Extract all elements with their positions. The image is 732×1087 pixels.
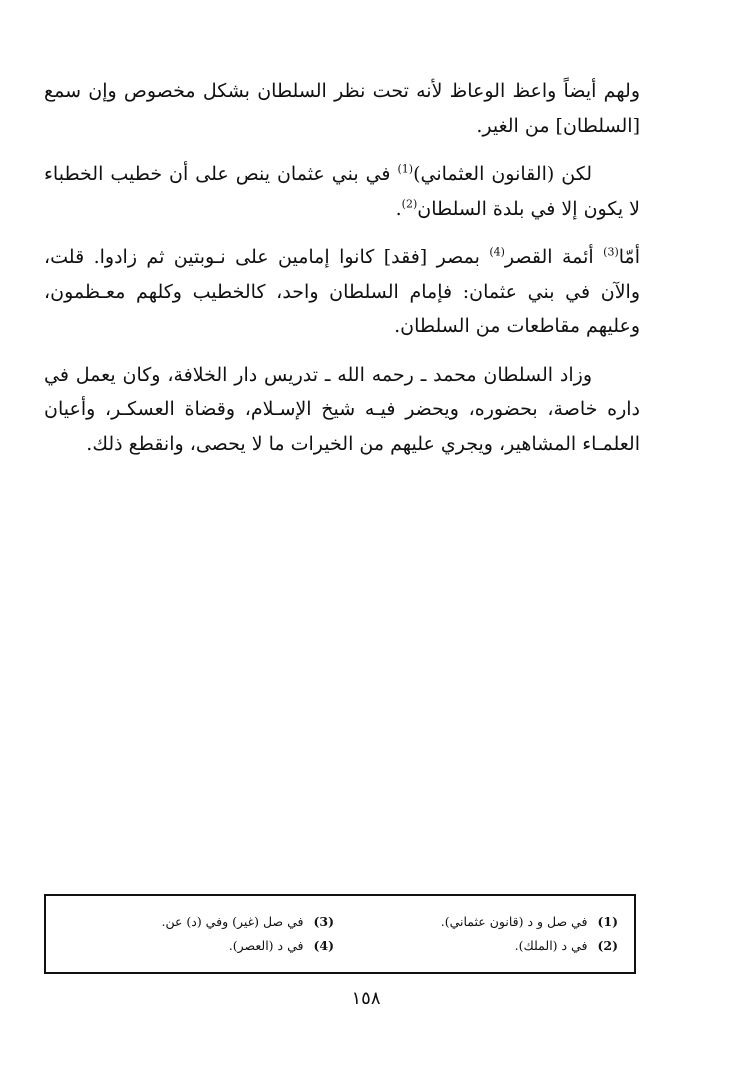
footnote-4 [54, 934, 334, 958]
page-number: ١٥٨ [351, 988, 381, 1009]
main-text [44, 74, 640, 475]
paragraph-3-text-b: أئمة القصر [504, 246, 604, 268]
paragraph-4 [44, 358, 640, 462]
paragraph-2 [44, 157, 640, 226]
footnote-ref-4: (4) [489, 245, 505, 259]
footnote-ref-3: (3) [603, 245, 619, 259]
footnote-2 [338, 934, 618, 958]
footnote-number: (4) [313, 938, 334, 953]
footnote-number: (2) [597, 938, 618, 953]
paragraph-2-text-b: في بني عثمان ينص على أن خطيب الخطباء لا يكون إلا في بلدة السلطان [44, 163, 640, 220]
paragraph-3 [44, 240, 640, 344]
footnote-text: في صل و د (قانون عثماني). [440, 914, 588, 929]
footnote-ref-1: (1) [397, 162, 414, 176]
paragraph-3-text-c: بمصر [فقد] كانوا إمامين على نـوبتين ثم زادوا. قلت، والآن في بني عثمان: فإمام السلطان واحد، كالخطيب وكلهم معـظمون، وعليهم مقاطعات من السلطان. [44, 246, 640, 337]
footnote-ref-2: (2) [401, 197, 418, 211]
footnote-number: (3) [313, 914, 334, 929]
footnotes-column-left [54, 910, 334, 958]
paragraph-3-text-a: أمّا [618, 246, 640, 268]
paragraph-1 [44, 74, 640, 143]
paragraph-4-text: وزاد السلطان محمد ـ رحمه الله ـ تدريس دار الخلافة، وكان يعمل في داره خاصة، بحضوره، ويحضر فيـه شيخ الإسـلام، وقضاة العسكـر، وأعيان العلمـاء المشاهير، ويجري عليهم من الخيرات ما لا يحصى، وانقطع ذلك. [44, 363, 640, 455]
footnote-1 [338, 910, 618, 934]
footnote-number: (1) [597, 914, 618, 929]
footnote-3 [54, 910, 334, 934]
footnotes-column-right [338, 910, 618, 958]
footnote-text: في د (العصر). [228, 938, 304, 953]
paragraph-2-text-a: لكن (القانون العثماني) [413, 163, 592, 185]
footnotes-box [44, 894, 636, 974]
footnote-text: في صل (غير) وفي (د) عن. [161, 914, 304, 929]
footnote-text: في د (الملك). [514, 938, 588, 953]
paragraph-2-text-c: . [395, 197, 402, 220]
paragraph-1-text: ولهم أيضاً واعظ الوعاظ لأنه تحت نظر السلطان بشكل مخصوص وإن سمع [السلطان] من الغير. [44, 80, 640, 137]
